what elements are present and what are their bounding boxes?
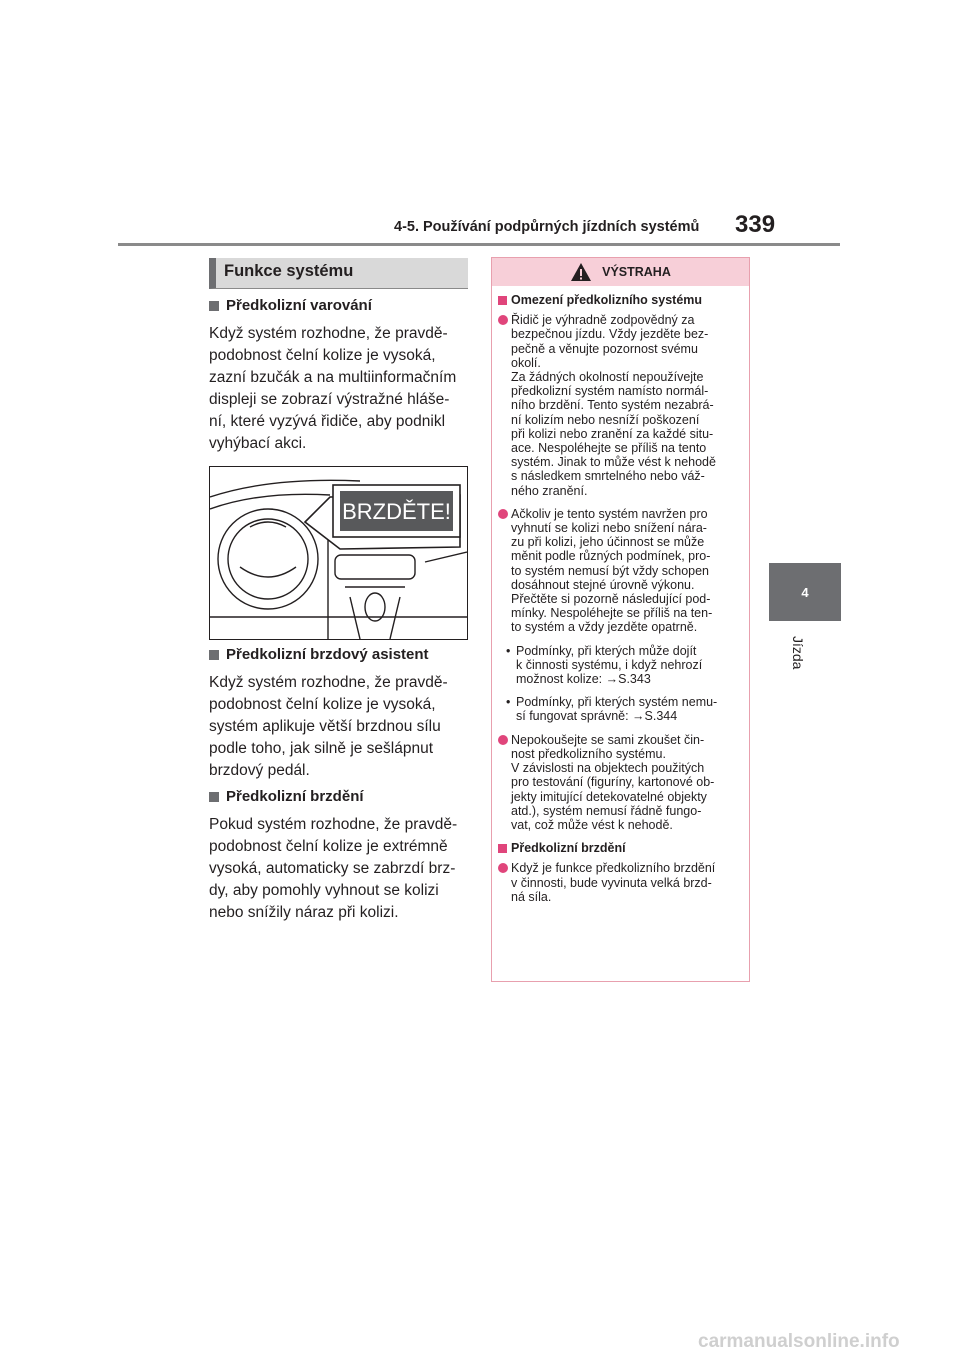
- chapter-tab-number: 4: [801, 584, 809, 600]
- square-bullet-icon: [209, 301, 219, 311]
- square-bullet-icon: [209, 650, 219, 660]
- chapter-title: 4-5. Používání podpůrných jízdních systémů: [394, 219, 700, 235]
- subsection-title: Předkolizní brzdění: [209, 787, 471, 807]
- round-bullet-icon: [498, 509, 508, 519]
- subsection-text: Když systém rozhodne, že pravdě- podobnost čelní kolize je vysoká, zazní bzučák a na multiinformačním displeji se zobrazí výstražné hláše- ní, které vyzývá řidiče, aby podnikl vyhýbací akci.: [209, 325, 457, 452]
- warning-item: Ačkoliv je tento systém navržen pro vyhnutí se kolizi nebo snížení nára- zu při kolizi, jeho účinnost se může měnit podle různých podmínek, pro- to systém nemusí být vždy schopen dosáhnout stejné úrovně výkonu. Přečtěte si pozorně následující pod- mínky. Nespoléhejte se příliš na ten- to systém a vždy jezděte opatrně.: [498, 507, 745, 635]
- section-heading: Funkce systému: [209, 258, 468, 289]
- subsection-collision-warning: [209, 296, 471, 455]
- subsection-brake-assist: [209, 645, 471, 782]
- page-number: 339: [735, 211, 776, 238]
- dashboard-illustration: [209, 466, 468, 640]
- subsection-text: Když systém rozhodne, že pravdě- podobnost čelní kolize je vysoká, systém aplikuje větší brzdnou sílu podle toho, jak silně je sešlápnut brzdový pedál.: [209, 674, 448, 779]
- warning-item: Řidič je výhradně zodpovědný za bezpečnou jízdu. Vždy jezděte bez- pečně a věnujte pozornost svému okolí. Za žádných okolností nepoužívejte předkolizní systém namísto normál- ního brzdění. Tento systém nezabrá- ní kolizím nebo nesníží poškození při kolizi nebo zranění za každé situ- ace. Nespoléhejte se příliš na tento systém. Jinak to může vést k nehodě s následkem smrtelného nebo váž- ného zranění.: [498, 313, 745, 498]
- warning-heading: Předkolizní brzdění: [498, 841, 745, 855]
- warning-subitem: • Podmínky, při kterých systém nemu- sí fungovat správně: →S.344: [506, 695, 718, 724]
- chapter-tab-label: Jízda: [790, 636, 806, 670]
- subsection-title: Předkolizní varování: [209, 296, 471, 316]
- warning-box: [491, 257, 750, 982]
- round-bullet-icon: [498, 863, 508, 873]
- warning-item: Když je funkce předkolizního brzdění v činnosti, bude vyvinuta velká brzd- ná síla.: [498, 861, 745, 904]
- header-divider: [118, 243, 840, 246]
- subsection-text: Pokud systém rozhodne, že pravdě- podobnost čelní kolize je extrémně vysoká, automaticky se zabrzdí brz- dy, aby pomohly vyhnout se kolizi nebo snížily náraz při kolizi.: [209, 816, 458, 921]
- warning-body: [492, 286, 749, 904]
- warning-header: [492, 258, 749, 286]
- chapter-tab: [769, 563, 841, 621]
- square-bullet-icon: [498, 296, 507, 305]
- square-bullet-icon: [209, 792, 219, 802]
- subsection-title: Předkolizní brzdový asistent: [209, 645, 471, 665]
- round-bullet-icon: [498, 735, 508, 745]
- dashboard-drawing: [210, 467, 467, 639]
- square-bullet-icon: [498, 844, 507, 853]
- brake-warning-message: BRZDĚTE!: [342, 499, 451, 524]
- warning-item: Nepokoušejte se sami zkoušet čin- nost předkolizního systému. V závislosti na objektech použitých pro testování (figuríny, kartonové ob- jekty imitující detekovatelné objekty atd.), systém nemusí řádně fungo- vat, což může vést k nehodě.: [498, 733, 745, 832]
- round-bullet-icon: [498, 315, 508, 325]
- warning-title: VÝSTRAHA: [602, 265, 671, 279]
- warning-triangle-icon: [570, 262, 592, 282]
- subsection-pre-collision-braking: [209, 787, 471, 924]
- warning-heading: Omezení předkolizního systému: [498, 293, 745, 307]
- warning-subitem: • Podmínky, při kterých může dojít k činnosti systému, i když nehrozí možnost kolize: →S.343: [506, 643, 703, 687]
- watermark: carmanualsonline.info: [698, 1331, 900, 1352]
